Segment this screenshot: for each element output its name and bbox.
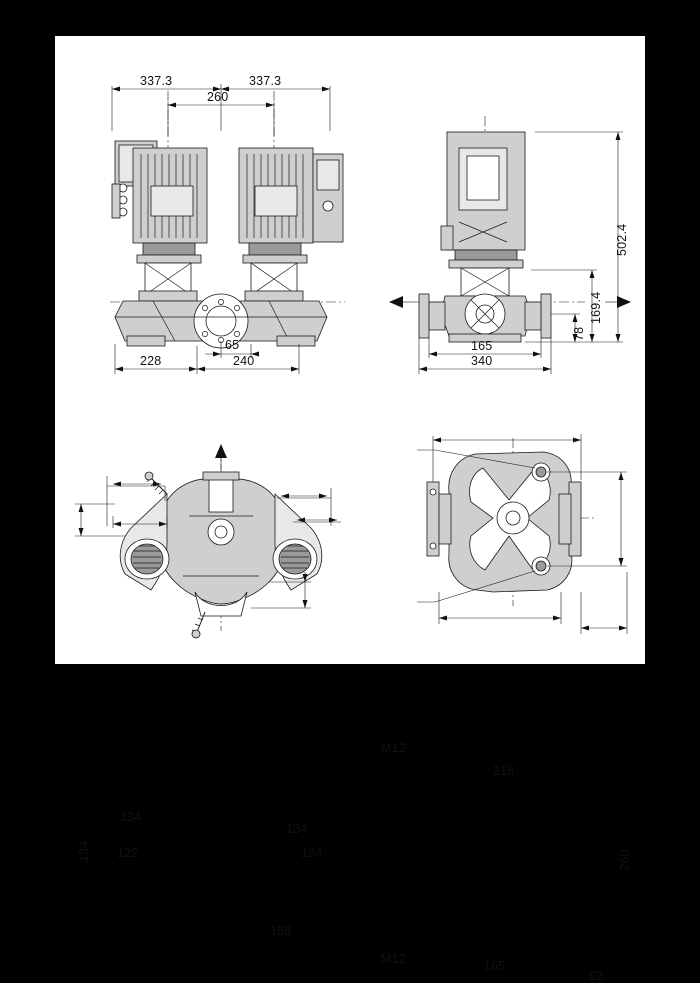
top-dim-134-a: 134: [120, 810, 142, 824]
front-dim-228: 228: [140, 354, 162, 368]
side-dim-340: 340: [471, 354, 493, 368]
plan-dim-260: 260: [618, 849, 632, 871]
front-dim-240: 240: [233, 354, 255, 368]
side-dim-502-4: 502.4: [615, 223, 629, 256]
plan-callout-m12-bottom: M12: [381, 952, 406, 966]
side-dim-169-4: 169.4: [589, 291, 603, 324]
top-view: [55, 376, 355, 938]
front-dim-337-3-left: 337.3: [140, 74, 173, 88]
plan-callout-m12-top: M12: [381, 741, 406, 755]
front-dim-260: 260: [207, 90, 229, 104]
side-view: [375, 36, 645, 366]
top-dim-134-d: 134: [301, 846, 323, 860]
top-dim-134-c: 134: [286, 822, 308, 836]
front-view: [55, 36, 355, 366]
front-dim-337-3-right: 337.3: [249, 74, 282, 88]
plan-view: [365, 376, 645, 983]
top-dim-122: 122: [117, 846, 139, 860]
side-dim-78: 78: [572, 326, 586, 341]
top-dim-134-b: 134: [77, 840, 91, 862]
side-dim-165: 165: [471, 339, 493, 353]
drawing-paper: [55, 36, 645, 983]
top-dim-158: 158: [270, 924, 292, 938]
plan-dim-218: 218: [493, 764, 515, 778]
plan-dim-92: 92: [589, 969, 604, 983]
front-dim-65: 65: [225, 338, 240, 352]
plan-dim-165: 165: [484, 959, 506, 973]
